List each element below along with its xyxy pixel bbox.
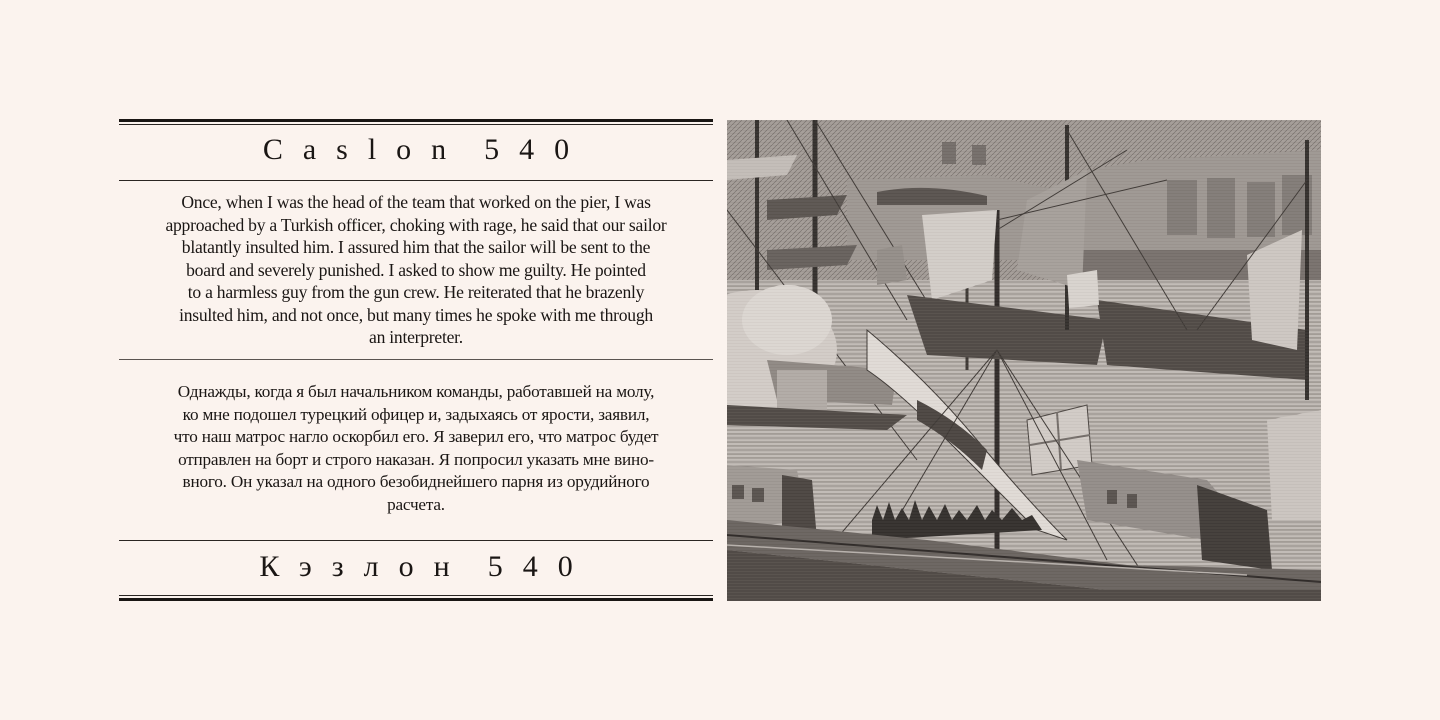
paragraph-english-line: Once, when I was the head of the team that worked on the pier, I was (181, 192, 651, 212)
paragraph-russian-line: Однажды, когда я был начальником команды, работавшей на молу, (177, 382, 655, 401)
divider-after-heading (119, 180, 713, 181)
type-specimen-panel (119, 119, 713, 601)
paragraph-english-line: board and severely punished. I asked to show me guilty. He pointed (186, 259, 646, 280)
heading-latin (119, 133, 713, 167)
paragraph-russian (119, 381, 713, 516)
heading-cyrillic (119, 550, 713, 584)
paragraph-english-line: to a harmless guy from the gun crew. He reiterated that he brazenly (187, 282, 645, 302)
paragraph-russian-line: вного. Он указал на одного безобиднейшего парня из орудийного (182, 472, 650, 491)
paragraph-english (119, 191, 713, 349)
divider-before-cyrillic-heading (119, 540, 713, 541)
paragraph-english-line: blatantly insulted him. I assured him that the sailor will be sent to the (181, 237, 651, 257)
ships-illustration-icon (727, 120, 1321, 601)
heading-latin-number: 540 (484, 133, 590, 166)
paragraph-russian-line: что наш матрос нагло оскорбил его. Я заверил его, что матрос будет (173, 427, 659, 446)
paragraph-english-line: approached by a Turkish officer, choking with rage, he said that our sailor (165, 214, 667, 235)
paragraph-english-line: an interpreter. (369, 327, 463, 347)
bottom-rule-thick (119, 598, 713, 601)
harbor-ships-engraving (727, 120, 1321, 601)
top-rule-thin (119, 124, 713, 125)
bottom-rule-thin (119, 595, 713, 596)
heading-latin-word: Caslon (262, 133, 467, 166)
top-rule-thick (119, 119, 713, 122)
divider-between-paragraphs (119, 359, 713, 360)
heading-cyrillic-word: Кэзлон (259, 550, 470, 583)
paragraph-english-line: insulted him, and not once, but many times he spoke with me through (179, 304, 653, 325)
paragraph-russian-line: ко мне подошел турецкий офицер и, задыхаясь от ярости, заявил, (182, 404, 650, 424)
paragraph-russian-line: отправлен на борт и строго наказан. Я попросил указать мне вино- (178, 449, 654, 469)
heading-cyrillic-number: 540 (487, 550, 593, 583)
paragraph-russian-line: расчета. (387, 494, 445, 514)
